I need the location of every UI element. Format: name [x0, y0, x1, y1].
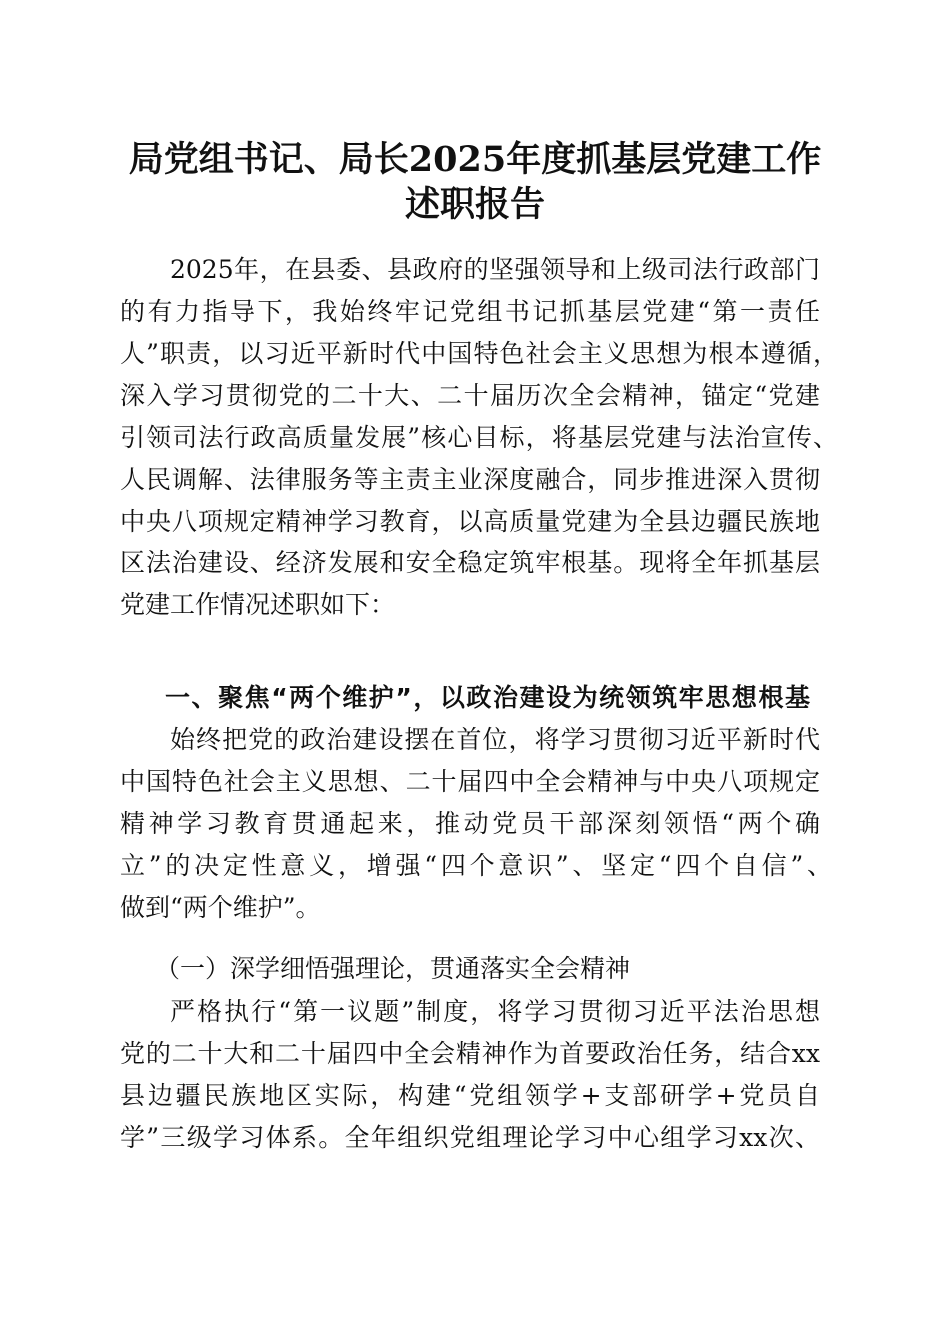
text-line: 做到“两个维护”。: [120, 893, 321, 922]
text-line: 人民调解、法律服务等主责主业深度融合，同步推进深入贯彻: [120, 465, 820, 494]
text-line: 严格执行“第一议题”制度，将学习贯彻习近平法治思想: [170, 997, 820, 1026]
text-line: 区法治建设、经济发展和安全稳定筑牢根基。现将全年抓基层: [120, 548, 820, 577]
section-heading: 一、聚焦“两个维护”，以政治建设为统领筑牢思想根基: [165, 683, 810, 712]
text-line: 深入学习贯彻党的二十大、二十届历次全会精神，锚定“党建: [120, 381, 820, 410]
text-line: 中国特色社会主义思想、二十届四中全会精神与中央八项规定: [120, 767, 820, 796]
text-line: 的有力指导下，我始终牢记党组书记抓基层党建“第一责任: [120, 297, 820, 326]
subsection-heading: （一）深学细悟强理论，贯通落实全会精神: [155, 954, 631, 983]
text-line: 县边疆民族地区实际，构建“党组领学+支部研学+党员自: [120, 1081, 820, 1110]
text-line: 立”的决定性意义，增强“四个意识”、坚定“四个自信”、: [120, 851, 832, 880]
text-line: 始终把党的政治建设摆在首位，将学习贯彻习近平新时代: [170, 725, 820, 754]
document-title-line-1: 局党组书记、局长2025年度抓基层党建工作: [128, 139, 822, 180]
text-line: 2025年，在县委、县政府的坚强领导和上级司法行政部门: [170, 255, 820, 284]
text-line: 中央八项规定精神学习教育，以高质量党建为全县边疆民族地: [120, 507, 820, 536]
document-title-line-2: 述职报告: [404, 184, 545, 225]
text-line: 精神学习教育贯通起来，推动党员干部深刻领悟“两个确: [120, 809, 820, 838]
text-line: 学”三级学习体系。全年组织党组理论学习中心组学习xx次、: [120, 1123, 820, 1152]
text-line: 引领司法行政高质量发展”核心目标，将基层党建与法治宣传、: [120, 423, 838, 452]
text-line: 党建工作情况述职如下：: [120, 590, 396, 619]
text-line: 党的二十大和二十届四中全会精神作为首要政治任务，结合xx: [120, 1039, 820, 1068]
text-line: 人”职责，以习近平新时代中国特色社会主义思想为根本遵循，: [120, 339, 838, 368]
